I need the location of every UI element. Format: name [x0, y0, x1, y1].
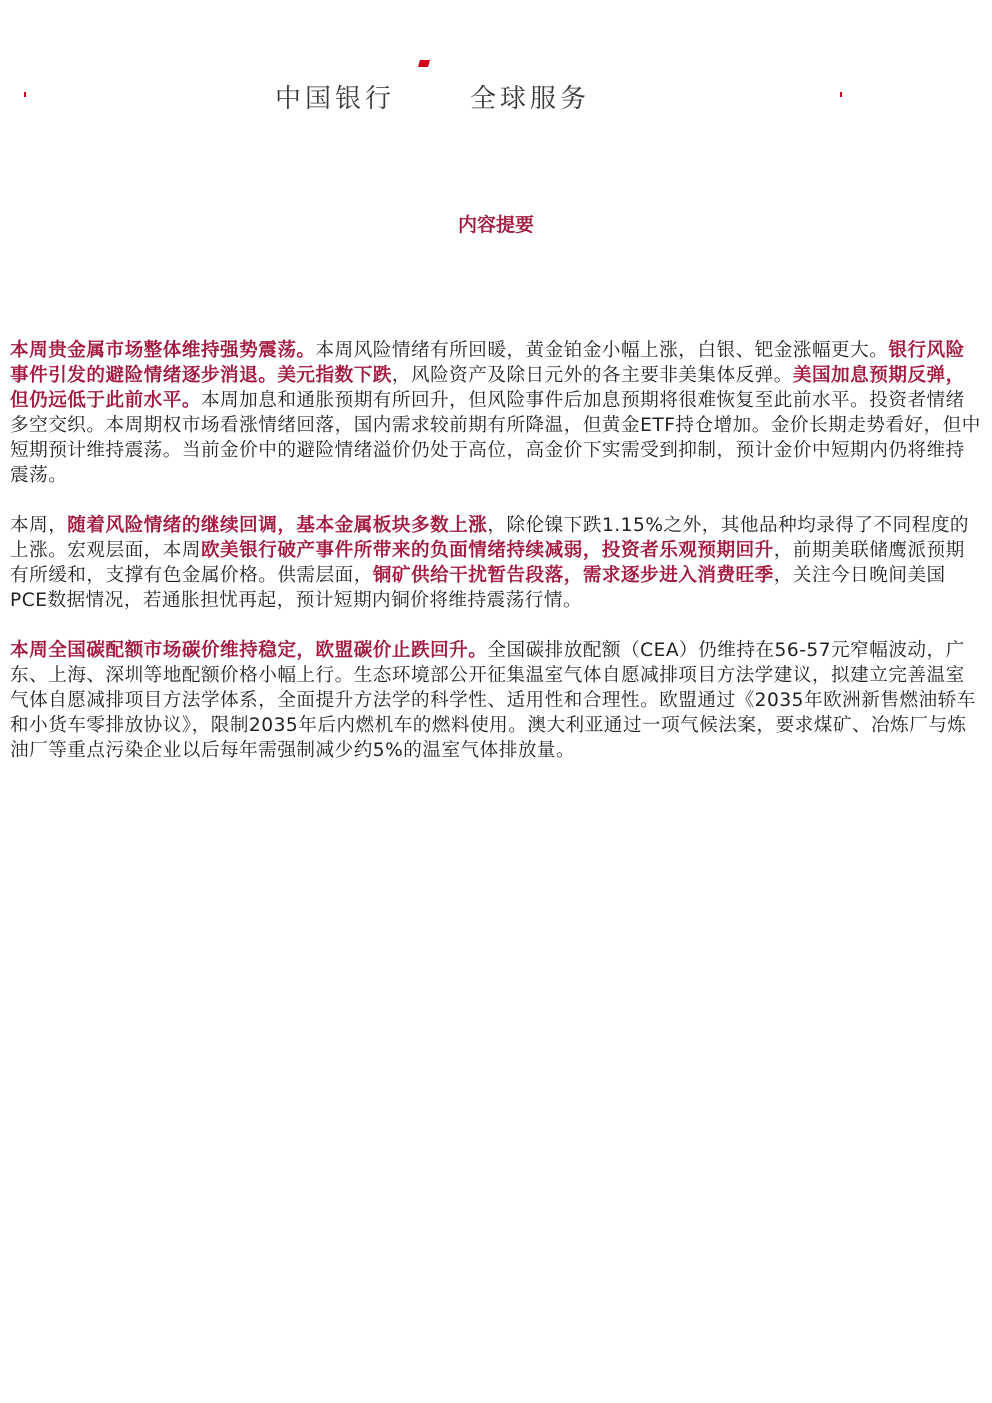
paragraph-segment: 本周加息和通胀预期有所回升，但风险事件后加息预期将很难恢复至此前水平。投资者情绪多空交织。本周期权市场看涨情绪回落，国内需求较前期有所降温，但黄金ETF持仓增加。金价长期走势看好，但中短期预计维持震荡。当前金价中的避险情绪溢价仍处于高位，高金价下实需受到抑制，预计金价中短期内仍将维持震荡。 [10, 390, 981, 486]
brand-slogan: 全球服务 [470, 84, 591, 114]
paragraph-segment: ，风险资产及除日元外的各主要非美集体反弹。 [391, 365, 793, 386]
paragraph-segment: 随着风险情绪的继续回调，基本金属板块多数上涨 [67, 515, 488, 536]
summary-content [10, 338, 982, 788]
carbon-market-paragraph [10, 638, 982, 763]
brand-name: 中国银行 [275, 84, 396, 114]
paragraph-segment: ，前期美联储鹰派预期有所缓和，支撑有色金属价格。供需层面， [10, 540, 965, 586]
paragraph-segment: ，关注今日晚间美国PCE数据情况，若通胀担忧再起，预计短期内铜价将维持震荡行情。 [10, 565, 946, 611]
paragraph-segment: 银行风险事件引发的避险情绪逐步消退。美元指数下跌 [10, 340, 965, 386]
paragraph-segment: ，除伦镍下跌1.15%之外，其他品种均录得了不同程度的上涨。宏观层面，本周 [10, 515, 970, 561]
paragraph-segment: 本周风险情绪有所回暖，黄金铂金小幅上涨，白银、钯金涨幅更大。 [315, 340, 889, 361]
precious-metals-paragraph [10, 338, 982, 488]
paragraph-segment: 全国碳排放配额（CEA）仍维持在56-57元窄幅波动，广东、上海、深圳等地配额价格小幅上行。生态环境部公开征集温室气体自愿减排项目方法学建议，拟建立完善温室气体自愿减排项目方法学体系，全面提升方法学的科学性、适用性和合理性。欧盟通过《2035年欧洲新售燃油轿车和小货车零排放协议》，限制2035年后内燃机车的燃料使用。澳大利亚通过一项气候法案，要求煤矿、冶炼厂与炼油厂等重点污染企业以后每年需强制减少约5%的温室气体排放量。 [10, 640, 976, 761]
page-header [0, 0, 992, 130]
paragraph-segment: 美国加息预期反弹，但仍远低于此前水平。 [10, 365, 965, 411]
paragraph-segment: 欧美银行破产事件所带来的负面情绪持续减弱，投资者乐观预期回升 [200, 540, 774, 561]
paragraph-segment: 铜矿供给干扰暂告段落，需求逐步进入消费旺季 [372, 565, 774, 586]
paragraph-segment: 本周全国碳配额市场碳价维持稳定，欧盟碳价止跌回升。 [10, 640, 488, 661]
paragraph-segment: 本周贵金属市场整体维持强势震荡。 [10, 340, 316, 361]
base-metals-paragraph [10, 513, 982, 613]
summary-title: 内容提要 [457, 214, 534, 236]
paragraph-segment: 本周， [10, 515, 68, 536]
boc-logo-icon [418, 60, 430, 67]
right-corner-mark [840, 92, 842, 97]
left-corner-mark [24, 92, 26, 97]
